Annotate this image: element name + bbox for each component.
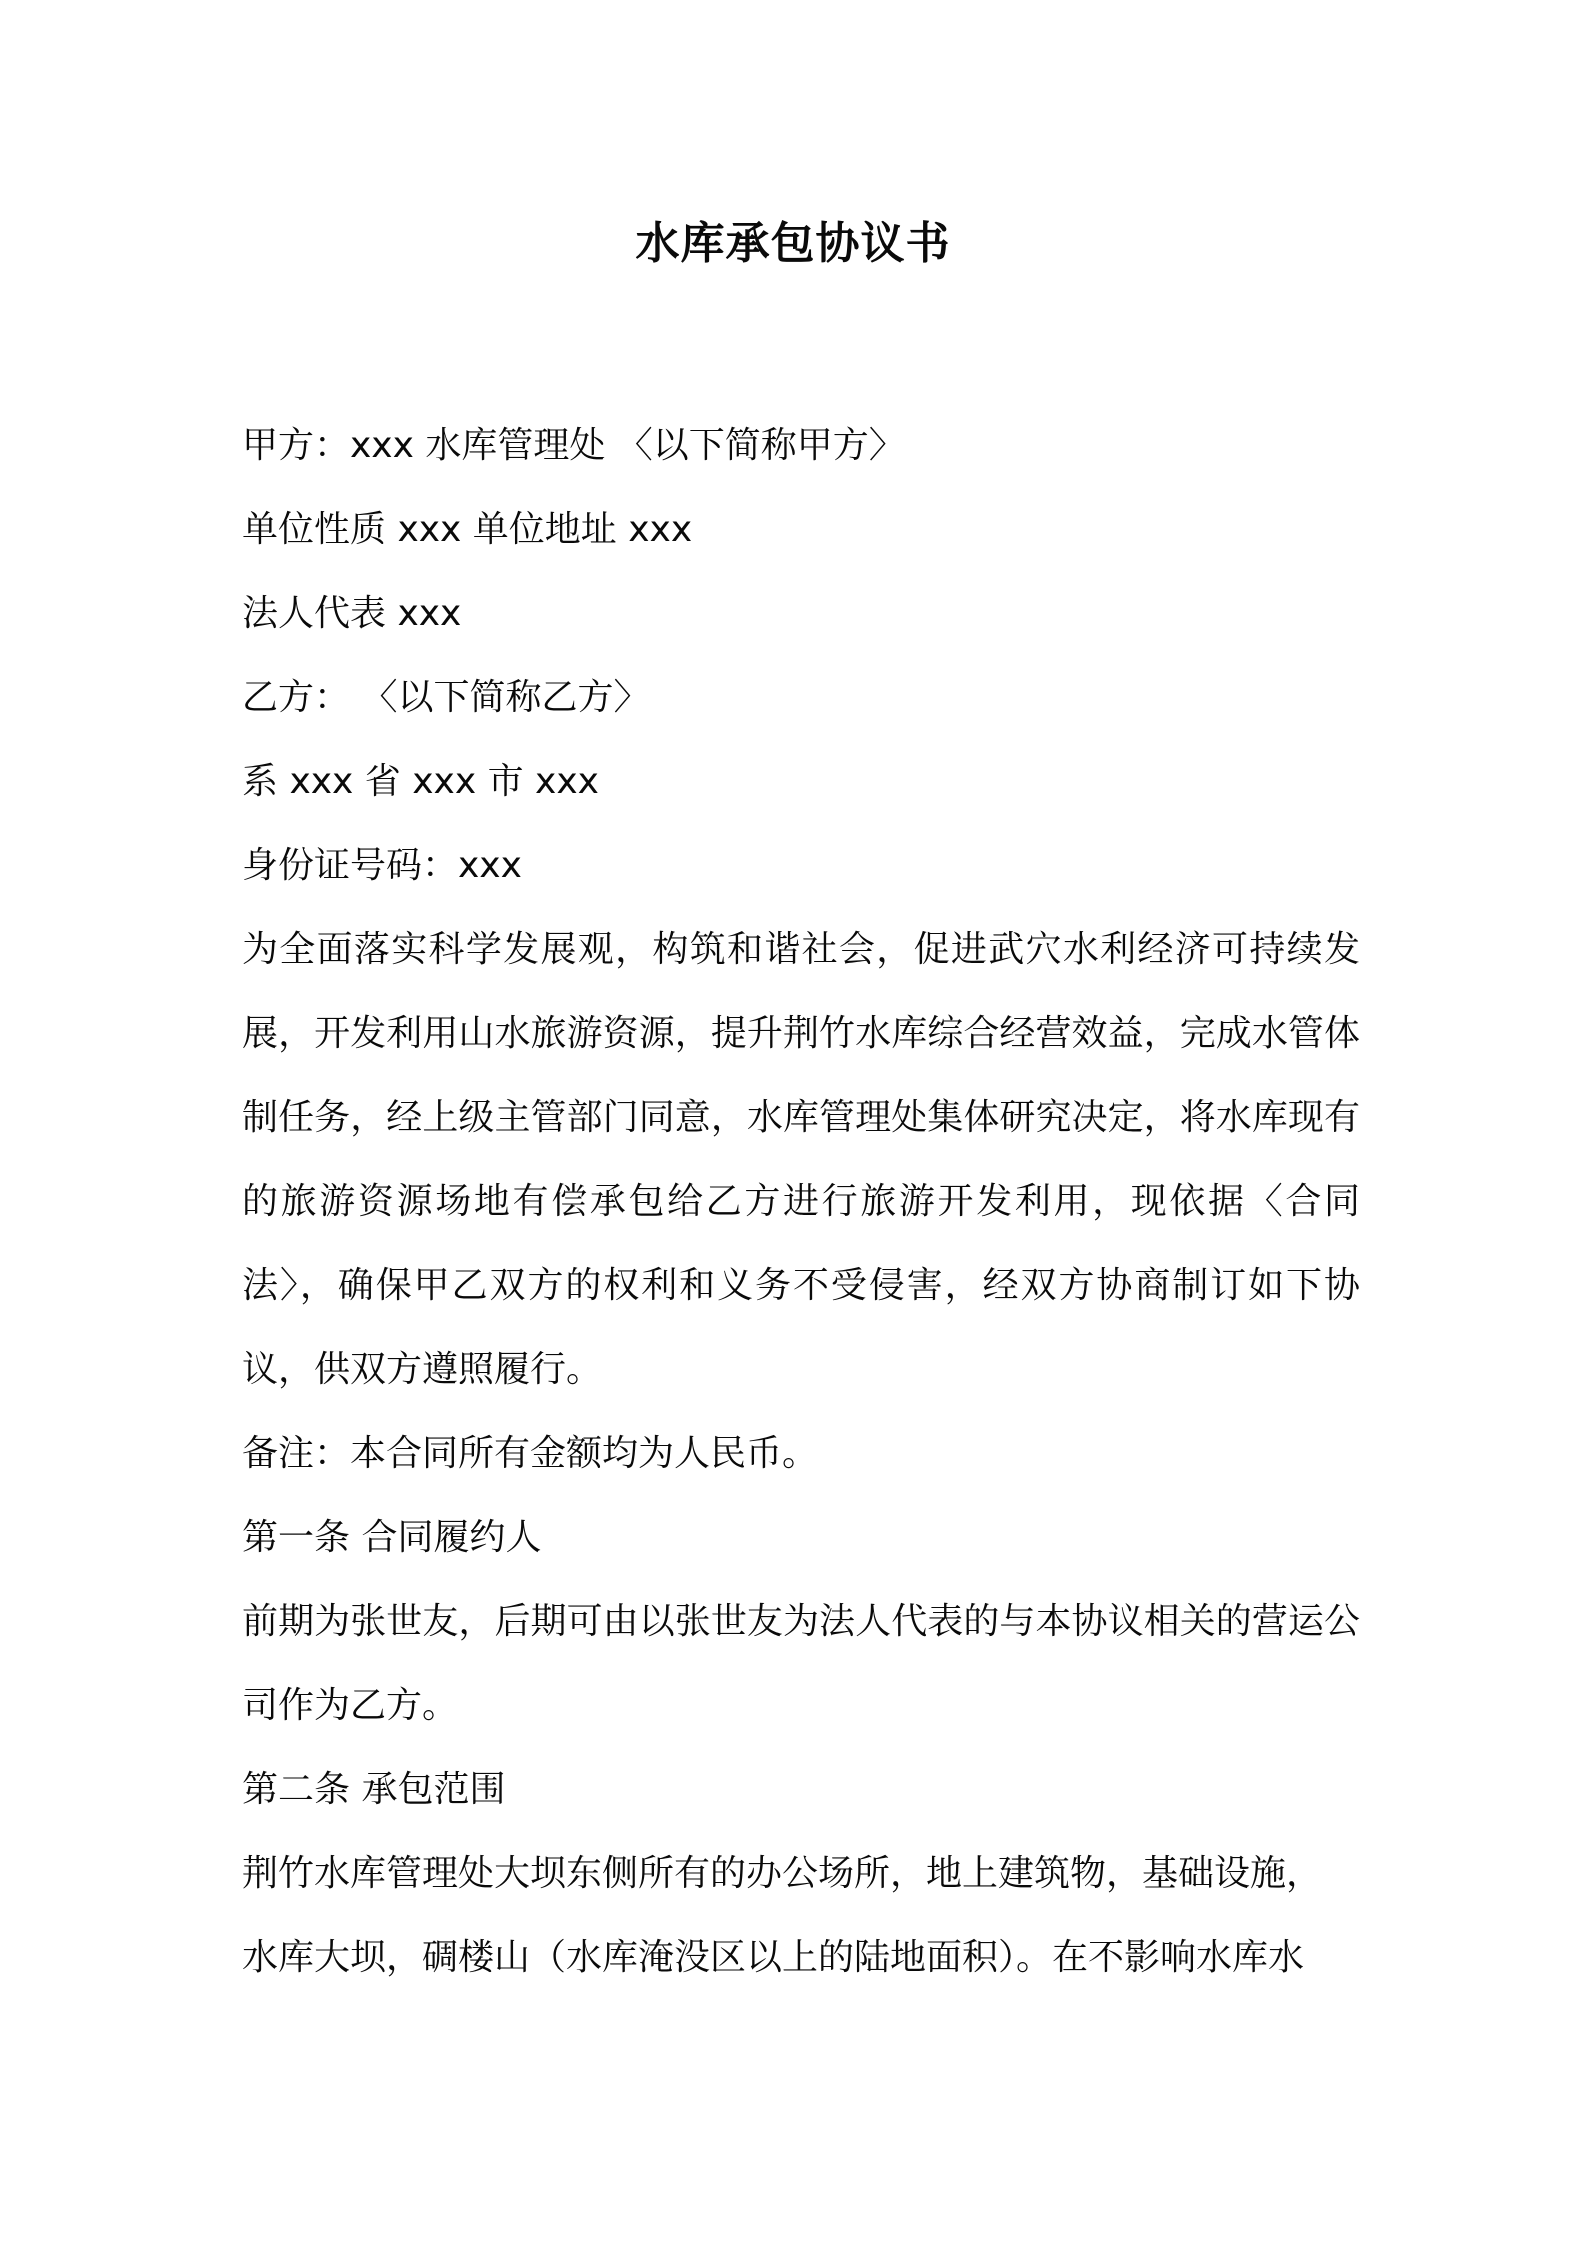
preamble-paragraph: 为全面落实科学发展观，构筑和谐社会，促进武穴水利经济可持续发展，开发利用山水旅游资源，提升荆竹水库综合经营效益，完成水管体制任务，经上级主管部门同意，水库管理处集体研究决定，将水库现有的旅游资源场地有偿承包给乙方进行旅游开发利用，现依据〈合同法〉，确保甲乙双方的权利和义务不受侵害，经双方协商制订如下协议，供双方遵照履行。 <box>242 929 1360 1390</box>
legal-rep-line: 法人代表 xxx <box>242 593 462 634</box>
document-title: 水库承包协议书 <box>635 218 951 269</box>
article2-body-line2: 水库大坝，碉楼山（水库淹没区以上的陆地面积）。在不影响水库水 <box>242 1937 1305 1978</box>
id-number-line: 身份证号码：xxx <box>242 845 522 886</box>
article1-body: 前期为张世友，后期可由以张世友为法人代表的与本协议相关的营运公司作为乙方。 <box>242 1601 1360 1726</box>
unit-info-line: 单位性质 xxx 单位地址 xxx <box>242 509 693 550</box>
article2-body-line1: 荆竹水库管理处大坝东侧所有的办公场所，地上建筑物，基础设施， <box>242 1853 1323 1894</box>
remark-line: 备注：本合同所有金额均为人民币。 <box>242 1433 819 1474</box>
origin-line: 系 xxx 省 xxx 市 xxx <box>242 761 599 802</box>
party-b-line: 乙方： 〈以下简称乙方〉 <box>242 677 650 718</box>
party-a-line: 甲方：xxx 水库管理处 〈以下简称甲方〉 <box>242 425 905 466</box>
article2-heading: 第二条 承包范围 <box>242 1769 506 1810</box>
document-body <box>242 404 1360 2000</box>
article1-heading: 第一条 合同履约人 <box>242 1517 542 1558</box>
